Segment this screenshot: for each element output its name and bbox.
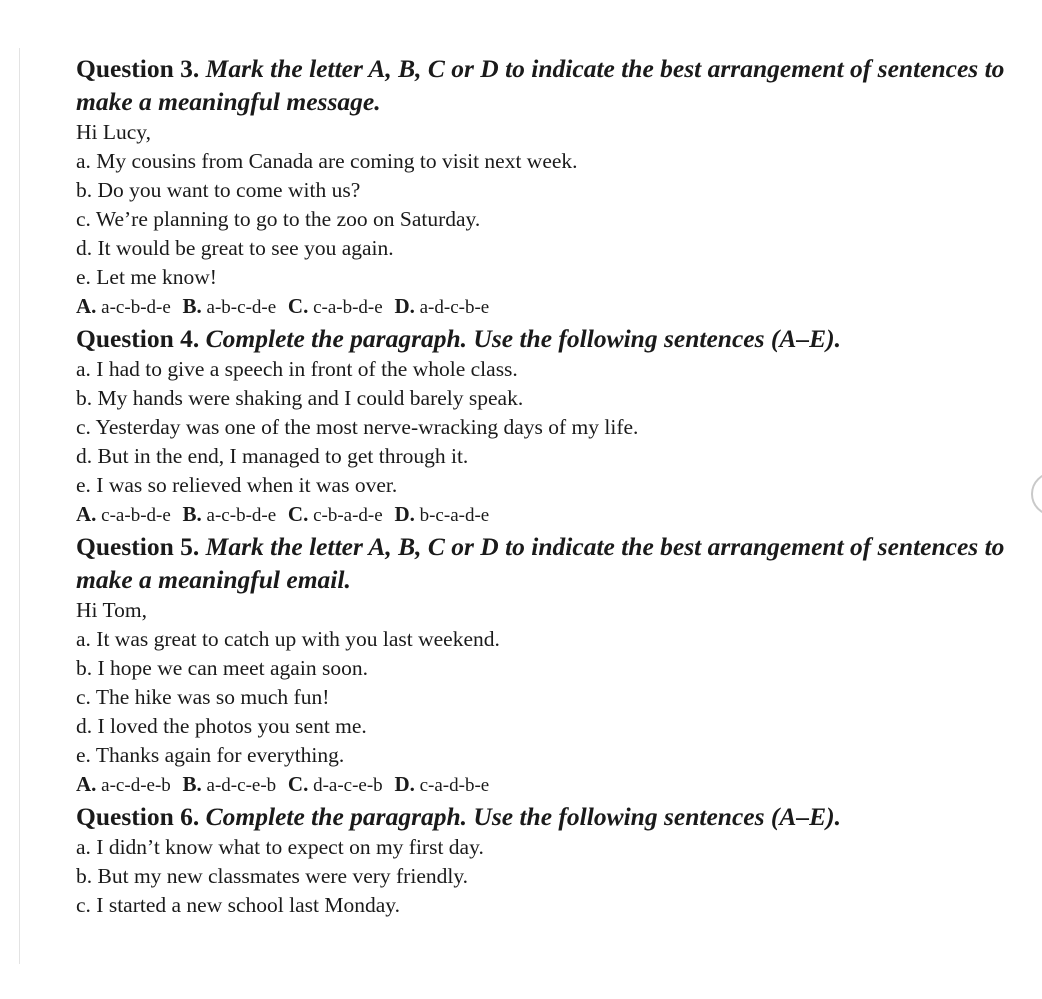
question-3-options (76, 292, 1006, 322)
question-5-option-b[interactable]: B. a-d-c-e-b (182, 772, 277, 796)
question-6-instruction: Complete the paragraph. Use the following sentences (A–E). (205, 802, 842, 831)
question-3-option-a[interactable]: A. a-c-b-d-e (76, 294, 171, 318)
question-4-option-c[interactable]: C. c-b-a-d-e (287, 502, 383, 526)
question-4-heading (76, 322, 1006, 355)
question-5-item-d: d. I loved the photos you sent me. (76, 714, 367, 738)
question-6-item-b: b. But my new classmates were very friendly. (76, 864, 469, 888)
question-6-item-c: c. I started a new school last Monday. (76, 893, 401, 917)
question-5-instruction: Mark the letter A, B, C or D to indicate the best arrangement of sentences to make a meaningful email. (76, 532, 1005, 594)
question-3-heading (76, 52, 1006, 118)
question-5-greeting: Hi Tom, (76, 598, 147, 622)
question-4-item-e: e. I was so relieved when it was over. (76, 473, 398, 497)
question-3-option-d[interactable]: D. a-d-c-b-e (394, 294, 490, 318)
question-5-heading (76, 530, 1006, 596)
question-5-label: Question 5. (76, 532, 200, 561)
question-3-item-b: b. Do you want to come with us? (76, 178, 361, 202)
question-4-label: Question 4. (76, 324, 200, 353)
question-4-item-b: b. My hands were shaking and I could barely speak. (76, 386, 524, 410)
question-6-item-a: a. I didn’t know what to expect on my first day. (76, 835, 484, 859)
question-4-instruction: Complete the paragraph. Use the following sentences (A–E). (205, 324, 842, 353)
question-5-item-a: a. It was great to catch up with you last weekend. (76, 627, 500, 651)
question-4-option-d[interactable]: D. b-c-a-d-e (394, 502, 490, 526)
question-4-option-a[interactable]: A. c-a-b-d-e (76, 502, 171, 526)
scroll-handle-icon[interactable] (1031, 472, 1042, 516)
question-4-options (76, 500, 1006, 530)
question-5-item-e: e. Thanks again for everything. (76, 743, 345, 767)
question-6-heading (76, 800, 1006, 833)
question-5-option-c[interactable]: C. d-a-c-e-b (287, 772, 383, 796)
question-6-label: Question 6. (76, 802, 200, 831)
question-3-option-c[interactable]: C. c-a-b-d-e (287, 294, 383, 318)
question-5-option-a[interactable]: A. a-c-d-e-b (76, 772, 171, 796)
question-3-item-d: d. It would be great to see you again. (76, 236, 394, 260)
question-3-instruction: Mark the letter A, B, C or D to indicate the best arrangement of sentences to make a meaningful message. (76, 54, 1005, 116)
question-4-item-d: d. But in the end, I managed to get through it. (76, 444, 469, 468)
question-5-item-b: b. I hope we can meet again soon. (76, 656, 368, 680)
question-4-item-a: a. I had to give a speech in front of the whole class. (76, 357, 518, 381)
question-3-greeting: Hi Lucy, (76, 120, 152, 144)
question-4-item-c: c. Yesterday was one of the most nerve-wracking days of my life. (76, 415, 639, 439)
question-5-options (76, 770, 1006, 800)
question-3-option-b[interactable]: B. a-b-c-d-e (182, 294, 277, 318)
question-3-item-c: c. We’re planning to go to the zoo on Saturday. (76, 207, 481, 231)
question-5-item-c: c. The hike was so much fun! (76, 685, 330, 709)
question-3-item-a: a. My cousins from Canada are coming to visit next week. (76, 149, 578, 173)
question-4-option-b[interactable]: B. a-c-b-d-e (182, 502, 277, 526)
page-edge (19, 48, 20, 964)
question-5-option-d[interactable]: D. c-a-d-b-e (394, 772, 490, 796)
question-3-item-e: e. Let me know! (76, 265, 217, 289)
question-3-label: Question 3. (76, 54, 200, 83)
document-body (76, 52, 1006, 920)
